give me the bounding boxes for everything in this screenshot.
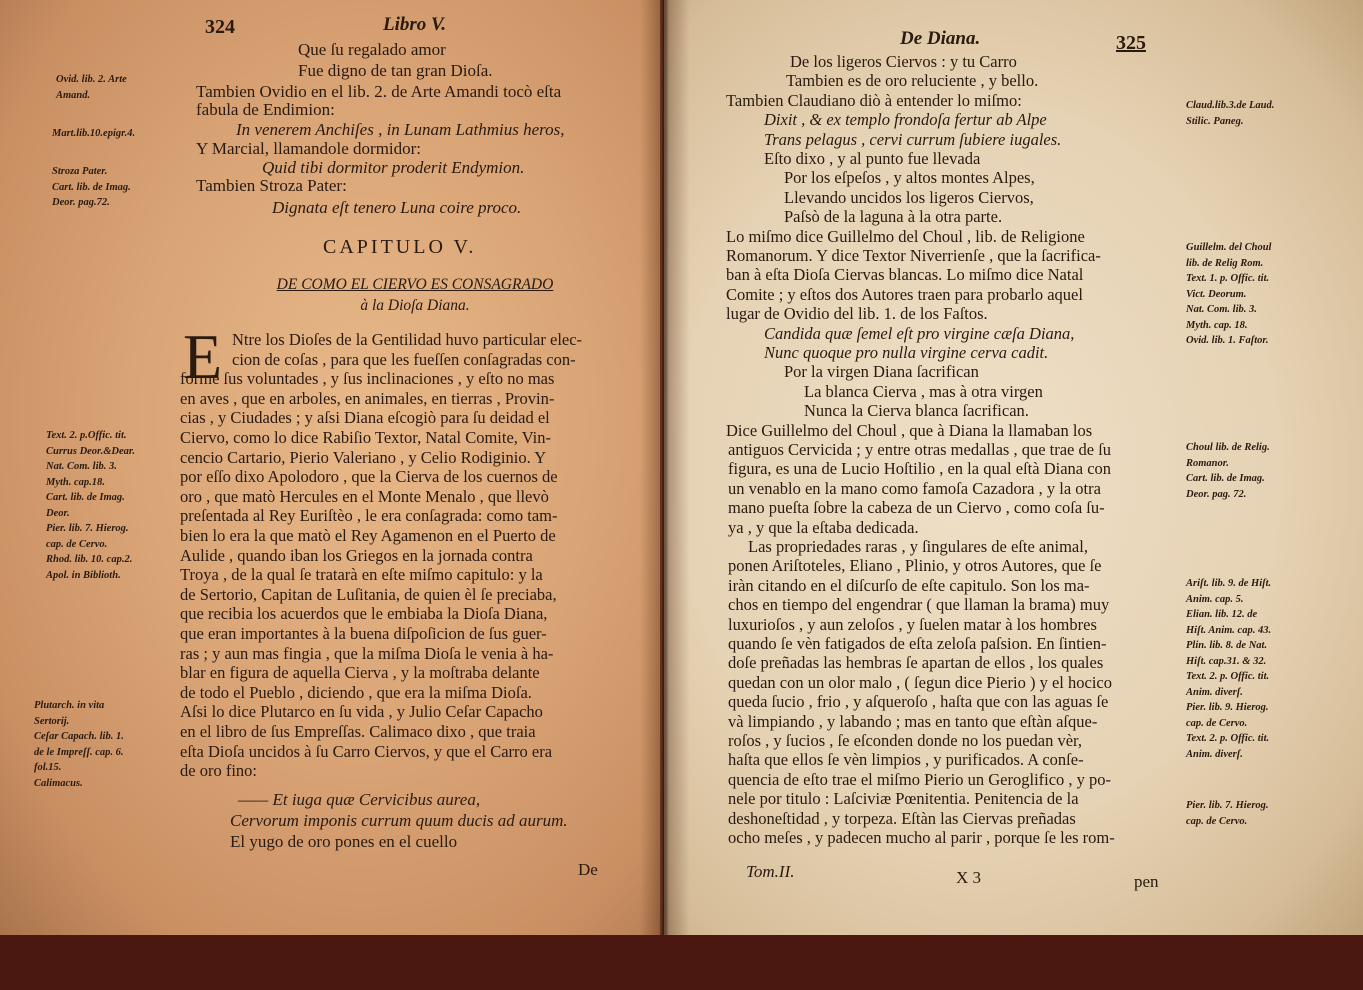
body-line: que recibia los acuerdos que le embiaba la Dioſa Diana, — [180, 604, 548, 624]
body-line: ponen Ariſtoteles, Eliano , Plinio, y otros Autores, que ſe — [728, 556, 1102, 576]
margin-note: Ceſar Capach. lib. 1. — [34, 731, 124, 742]
body-line: Eſto dixo , y al punto fue llevada — [764, 149, 981, 168]
body-line: iràn citando en el diſcurſo de eſte capitulo. Son los ma- — [728, 575, 1090, 595]
margin-note: Ovid. lib. 1. Faſtor. — [1186, 335, 1269, 346]
body-line: en el libro de ſus Empreſſas. Calimaco dixo , que traia — [180, 722, 536, 741]
body-line: queda ſucio , frio , y aſqueroſo , haſta que con las aguas ſe — [728, 692, 1109, 712]
margin-note: Stilic. Paneg. — [1186, 115, 1244, 127]
chapter-title: à la Dioſa Diana. — [360, 297, 470, 314]
body-line: antiguos Cervicida ; y entre otras medallas , que trae de ſu — [728, 440, 1112, 459]
margin-note: Text. 2. p.Offic. tit. — [46, 430, 127, 441]
body-line: Trans pelagus , cervi currum ſubiere iugales. — [764, 129, 1062, 149]
body-line: cencio Cartario, Pierio Valeriano , y Celio Rodiginio. Y — [180, 447, 547, 467]
body-line: Lo miſmo dice Guillelmo del Choul , lib. de Religione — [726, 226, 1085, 246]
margin-note: Apol. in Biblioth. — [46, 569, 121, 581]
body-line: haſta que ellos ſe vèn limpios , y purificados. A conſe- — [728, 750, 1084, 770]
margin-note: Elian. lib. 12. de — [1186, 609, 1258, 620]
chapter-heading: CAPITULO V. — [323, 236, 477, 258]
body-line: que eran importantes à la buena diſpoſicion de ſus guer- — [180, 624, 547, 643]
body-line: chos en tiempo del engendrar ( que llaman la brama) muy — [728, 595, 1110, 615]
body-line: quando ſe vèn fatigados de eſta zeloſa paſsion. En ſintien- — [728, 634, 1107, 653]
body-line: ya , y que la eſtaba dedicada. — [728, 517, 919, 537]
body-line: Las propriedades raras , y ſingulares de eſte animal, — [748, 537, 1088, 556]
body-line: preſentada al Rey Euriſtèo , le era conſagrada: como tam- — [180, 506, 558, 526]
body-line: Nunca la Cierva blanca ſacrifican. — [804, 401, 1029, 421]
margin-note: Sertorij. — [34, 715, 70, 727]
body-line: luxurioſos , y aun zeloſos , y ſuelen matar à los hombres — [728, 614, 1097, 634]
page-number-left: 324 — [205, 16, 235, 38]
chapter-title: DE COMO EL CIERVO ES CONSAGRADO — [276, 276, 554, 293]
margin-note: Choul lib. de Relig. — [1186, 442, 1270, 453]
text-line: Tambien Ovidio en el lib. 2. de Arte Amandi tocò eſta — [196, 82, 562, 101]
margin-note: Anim. diverſ. — [1186, 748, 1243, 760]
body-line: Romanorum. Y dice Textor Niverrienſe , que la ſacrifica- — [726, 246, 1101, 265]
margin-note: cap. de Cervo. — [1186, 717, 1248, 729]
body-line: ocho meſes , y padecen mucho al parir , porque ſe les rom- — [728, 828, 1115, 847]
margin-note: Claud.lib.3.de Laud. — [1186, 100, 1275, 111]
body-line: doſe preñadas las hembras ſe apartan de ellos , los quales — [728, 653, 1104, 673]
catchword-right: pen — [1134, 872, 1159, 891]
body-line: Ciervo, como lo dice Rabiſio Textor, Natal Comite, Vin- — [180, 428, 551, 447]
body-line: de todo el Pueblo , diciendo , que era la miſma Dioſa. — [180, 682, 532, 702]
body-line: Comite ; y eſtos dos Autores traen para probarlo aquel — [726, 284, 1083, 304]
margin-note: cap. de Cervo. — [46, 538, 108, 550]
margin-note: Hiſt. Anim. cap. 43. — [1186, 624, 1272, 636]
body-line: en aves , que en arboles, en animales, en tierras , Provin- — [180, 388, 555, 408]
margin-note: Romanor. — [1186, 457, 1229, 469]
verse-line: Fue digno de tan gran Dioſa. — [298, 61, 493, 80]
body-line: De los ligeros Ciervos : y tu Carro — [790, 52, 1017, 71]
margin-note: Nat. Com. lib. 3. — [1186, 304, 1257, 315]
running-head-left: Libro V. — [383, 14, 447, 35]
body-line: Nunc quoque pro nulla virgine cerva cadit. — [764, 343, 1049, 362]
page-number-right: 325 — [1116, 32, 1146, 54]
body-line: La blanca Cierva , mas à otra virgen — [804, 381, 1043, 401]
body-line: cias , y Ciudades ; y aſsi Diana eſcogiò para ſu deidad el — [180, 408, 550, 428]
margin-note: Vict. Deorum. — [1186, 288, 1247, 300]
body-line: eſta Dioſa uncidos à ſu Carro Ciervos, y que el Carro era — [180, 741, 553, 761]
margin-note: Stroza Pater. — [52, 166, 108, 177]
margin-note: Text. 2. p. Offic. tit. — [1186, 733, 1270, 744]
body-line: ras ; y aun mas fingia , que la miſma Dioſa le venia à ha- — [180, 643, 554, 663]
drop-cap: E — [183, 321, 223, 392]
body-line: Candida quæ ſemel eſt pro virgine cæſa Diana, — [764, 323, 1075, 343]
body-line: và limpiando , y labando ; mas en tanto que eſtàn aſque- — [728, 711, 1098, 731]
body-line: un venablo en la mano como famoſa Cazadora , y la otra — [728, 478, 1101, 498]
margin-note: Deor. — [46, 507, 70, 519]
body-line: quencia de eſto trae el miſmo Pierio un Geroglifico , y po- — [728, 769, 1112, 789]
margin-note: Pier. lib. 7. Hierog. — [1186, 800, 1269, 811]
latin-quote: Quid tibi dormitor proderit Endymion. — [262, 158, 525, 177]
margin-note: Cart. lib. de Imag. — [52, 181, 131, 193]
body-line: Troya , de la qual ſe tratarà en eſte miſmo capitulo: y la — [180, 565, 543, 585]
margin-note: Mart.lib.10.epigr.4. — [52, 128, 136, 139]
margin-note: Nat. Com. lib. 3. — [46, 461, 117, 472]
margin-note: Ovid. lib. 2. Arte — [56, 74, 127, 85]
catchword-left: De — [578, 860, 598, 879]
margin-note: Pier. lib. 7. Hierog. — [46, 523, 129, 534]
margin-note: Anim. cap. 5. — [1186, 593, 1244, 605]
margin-note: Myth. cap. 18. — [1186, 319, 1248, 331]
margin-note: Amand. — [56, 89, 91, 101]
margin-note: Deor. pag. 72. — [1186, 488, 1247, 500]
body-line: nele por titulo : Laſciviæ Pœnitentia. Penitencia de la — [728, 789, 1079, 809]
margin-note: Rhod. lib. 10. cap.2. — [46, 554, 133, 565]
margin-note: Ariſt. lib. 9. de Hiſt. — [1186, 578, 1272, 589]
body-line: Aſsi lo dice Plutarco en ſu vida , y Julio Ceſar Capacho — [180, 702, 543, 722]
margin-note: fol.15. — [34, 762, 62, 773]
body-line: deshoneſtidad , y torpeza. Eſtàn las Ciervas preñadas — [728, 808, 1076, 828]
margin-note: Calimacus. — [34, 777, 83, 789]
margin-note: Currus Deor.&Dear. — [46, 445, 135, 457]
body-line: quedan con un olor malo , ( ſegun dice Pierio ) y el hocico — [728, 672, 1112, 692]
latin-quote: Cervorum imponis currum quum ducis ad aurum. — [230, 811, 568, 830]
right-page — [664, 0, 1363, 935]
margin-note: Plin. lib. 8. de Nat. — [1186, 640, 1268, 651]
body-line: Paſsò de la laguna à la otra parte. — [784, 207, 1003, 227]
body-line: forme ſus voluntades , y ſus inclinaciones , y eſto no mas — [180, 369, 555, 389]
margin-note: Text. 1. p. Offic. tit. — [1186, 273, 1270, 284]
latin-quote: In venerem Anchiſes , in Lunam Lathmius heros, — [236, 120, 565, 139]
margin-note: lib. de Relig Rom. — [1186, 257, 1264, 269]
volume-label: Tom.II. — [746, 862, 795, 881]
body-line: Por la virgen Diana ſacrifican — [784, 362, 979, 382]
body-line: roſos , y ſucios , ſe eſconden donde no los puedan vèr, — [728, 731, 1083, 750]
body-line: blar en figura de aquella Cierva , y la moſtraba delante — [180, 663, 540, 683]
margin-note: Cart. lib. de Imag. — [46, 492, 125, 503]
margin-note: Hiſt. cap.31. & 32. — [1186, 655, 1267, 667]
body-line: Dixit , & ex templo frondoſa fertur ab Alpe — [764, 110, 1047, 130]
margin-note: cap. de Cervo. — [1186, 815, 1248, 827]
margin-note: Myth. cap.18. — [46, 476, 105, 488]
body-line: oro , que matò Hercules en el Monte Menalo , que llevò — [180, 486, 549, 506]
margin-note: Cart. lib. de Imag. — [1186, 473, 1265, 484]
body-line: cion de coſas , para que les fueſſen conſagradas con- — [232, 349, 576, 369]
text-line: Y Marcial, llamandole dormidor: — [196, 139, 422, 158]
margin-note: Guillelm. del Choul — [1186, 242, 1272, 253]
body-line: por eſſo dixo Apolodoro , que la Cierva de los cuernos de — [180, 467, 558, 487]
body-line: Tambien Claudiano diò à entender lo miſmo: — [726, 90, 1022, 110]
signature-mark: X 3 — [956, 868, 982, 887]
body-line: mano pueſta ſobre la cabeza de un Ciervo , como coſa ſu- — [728, 498, 1105, 518]
margin-note: de le Impreſſ. cap. 6. — [34, 746, 124, 758]
body-line: Por los eſpeſos , y altos montes Alpes, — [784, 168, 1035, 188]
margin-note: Anim. diverſ. — [1186, 686, 1243, 698]
body-line: lugar de Ovidio del lib. 1. de los Faſtos. — [726, 304, 988, 324]
body-line: bien lo era la que matò el Rey Agamenon en el Puerto de — [180, 526, 556, 545]
text-line: El yugo de oro pones en el cuello — [230, 832, 458, 851]
body-line: de oro fino: — [180, 761, 257, 781]
running-head-right: De Diana. — [900, 28, 981, 49]
body-line: Dice Guillelmo del Choul , que à Diana la llamaban los — [726, 420, 1093, 440]
left-page — [0, 0, 662, 935]
body-line: Aulide , quando iban los Griegos en la jornada contra — [180, 545, 533, 565]
latin-quote: Dignata eſt tenero Luna coire proco. — [272, 198, 522, 217]
margin-note: Pier. lib. 9. Hierog. — [1186, 702, 1269, 713]
body-line: Ntre los Dioſes de la Gentilidad huvo particular elec- — [232, 330, 583, 349]
text-line: Tambien Stroza Pater: — [196, 176, 347, 195]
margin-note: Plutarch. in vita — [34, 700, 105, 711]
margin-note: Text. 2. p. Offic. tit. — [1186, 671, 1270, 682]
body-line: figura, es una de Lucio Hoſtilio , en la qual eſtà Diana con — [728, 459, 1112, 479]
margin-note: Deor. pag.72. — [52, 197, 110, 208]
body-line: ban à eſta Dioſa Ciervas blancas. Lo miſmo dice Natal — [726, 265, 1084, 285]
body-line: de Sertorio, Capitan de Luſitania, de quien èl ſe preciaba, — [180, 584, 557, 604]
book-gutter — [640, 0, 690, 935]
text-line: fabula de Endimion: — [196, 100, 335, 119]
body-line: Llevando uncidos los ligeros Ciervos, — [784, 187, 1034, 207]
latin-quote: —— Et iuga quæ Cervicibus aurea, — [238, 790, 481, 809]
verse-line: Que ſu regalado amor — [298, 40, 446, 59]
body-line: Tambien es de oro reluciente , y bello. — [786, 71, 1039, 91]
